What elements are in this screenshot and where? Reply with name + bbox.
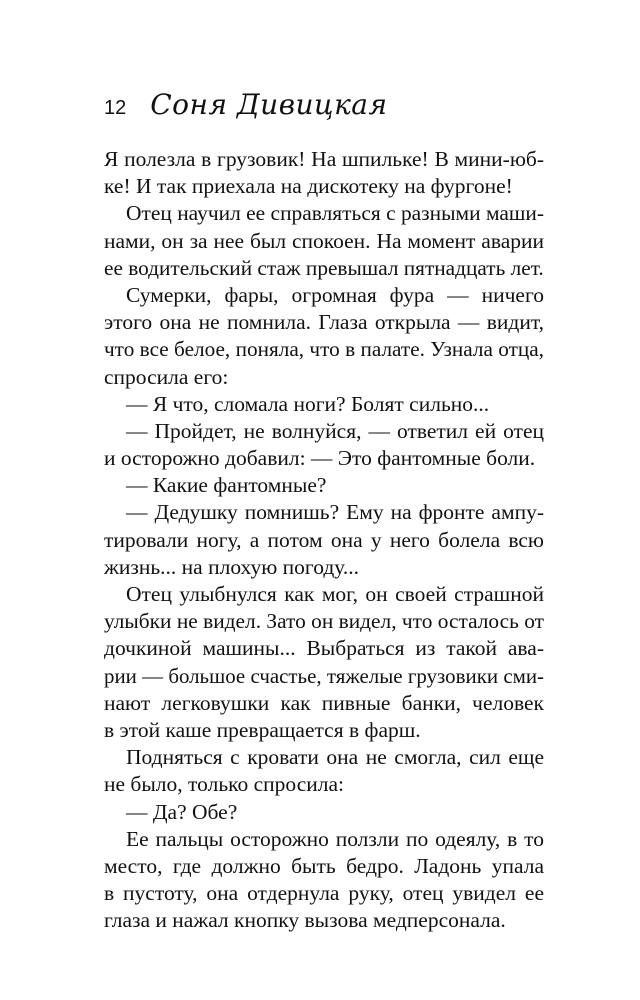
- body-text: [104, 146, 544, 934]
- text-line: Я полезла в грузовик! На шпильке! В мини-юб-: [104, 147, 544, 171]
- text-line: Сумерки, фары, огромная фура — ничего: [126, 282, 544, 307]
- text-line: — Я что, сломала ноги? Болят сильно...: [126, 391, 490, 416]
- text-line: в пустоту, она отдернула руку, отец увидел ее: [104, 881, 544, 906]
- text-line: этого она не помнила. Глаза открыла — видит,: [104, 310, 544, 335]
- text-line: Отец улыбнулся как мог, он своей страшной: [126, 582, 544, 606]
- text-line: нают легковушки как пивные банки, человек: [104, 690, 544, 715]
- text-line: ее водительский стаж превышал пятнадцать лет.: [104, 255, 544, 280]
- text-line: место, где должно быть бедро. Ладонь упала: [104, 853, 544, 878]
- text-line: жизнь... на плохую погоду...: [104, 554, 359, 579]
- text-line: тировали ногу, а потом она у него болела всю: [104, 527, 544, 552]
- text-line: что все белое, поняла, что в палате. Узнала отца,: [104, 337, 544, 362]
- text-line: в этой каше превращается в фарш.: [104, 717, 421, 742]
- text-line: Подняться с кровати она не смогла, сил еще: [126, 745, 544, 770]
- text-line: — Пройдет, не волнуйся, — ответил ей отец: [126, 418, 544, 443]
- text-line: рии — большое счастье, тяжелые грузовики сми-: [104, 663, 544, 688]
- text-line: глаза и нажал кнопку вызова медперсонала.: [104, 908, 506, 933]
- text-line: — Дедушку помнишь? Ему на фронте ампу-: [126, 500, 544, 525]
- text-line: Отец научил ее справляться с разными маши-: [126, 201, 544, 226]
- text-line: Ее пальцы осторожно ползли по одеялу, в то: [126, 826, 544, 851]
- author-name: Соня Дивицкая: [150, 88, 388, 121]
- text-line: не было, только спросила:: [104, 772, 345, 797]
- text-line: и осторожно добавил: — Это фантомные боли.: [104, 446, 536, 471]
- text-line: дочкиной машины... Выбраться из такой ава-: [104, 636, 544, 661]
- text-line: нами, он за нее был спокоен. На момент аварии: [104, 228, 544, 253]
- text-line: — Да? Обе?: [126, 799, 238, 824]
- running-head: [104, 88, 388, 128]
- text-line: — Какие фантомные?: [126, 473, 327, 498]
- page-number: 12: [104, 97, 127, 119]
- text-line: спросила его:: [104, 364, 229, 389]
- text-line: ке! И так приехала на дискотеку на фургоне!: [104, 174, 513, 199]
- text-line: улыбки не видел. Зато он видел, что осталось от: [104, 609, 544, 634]
